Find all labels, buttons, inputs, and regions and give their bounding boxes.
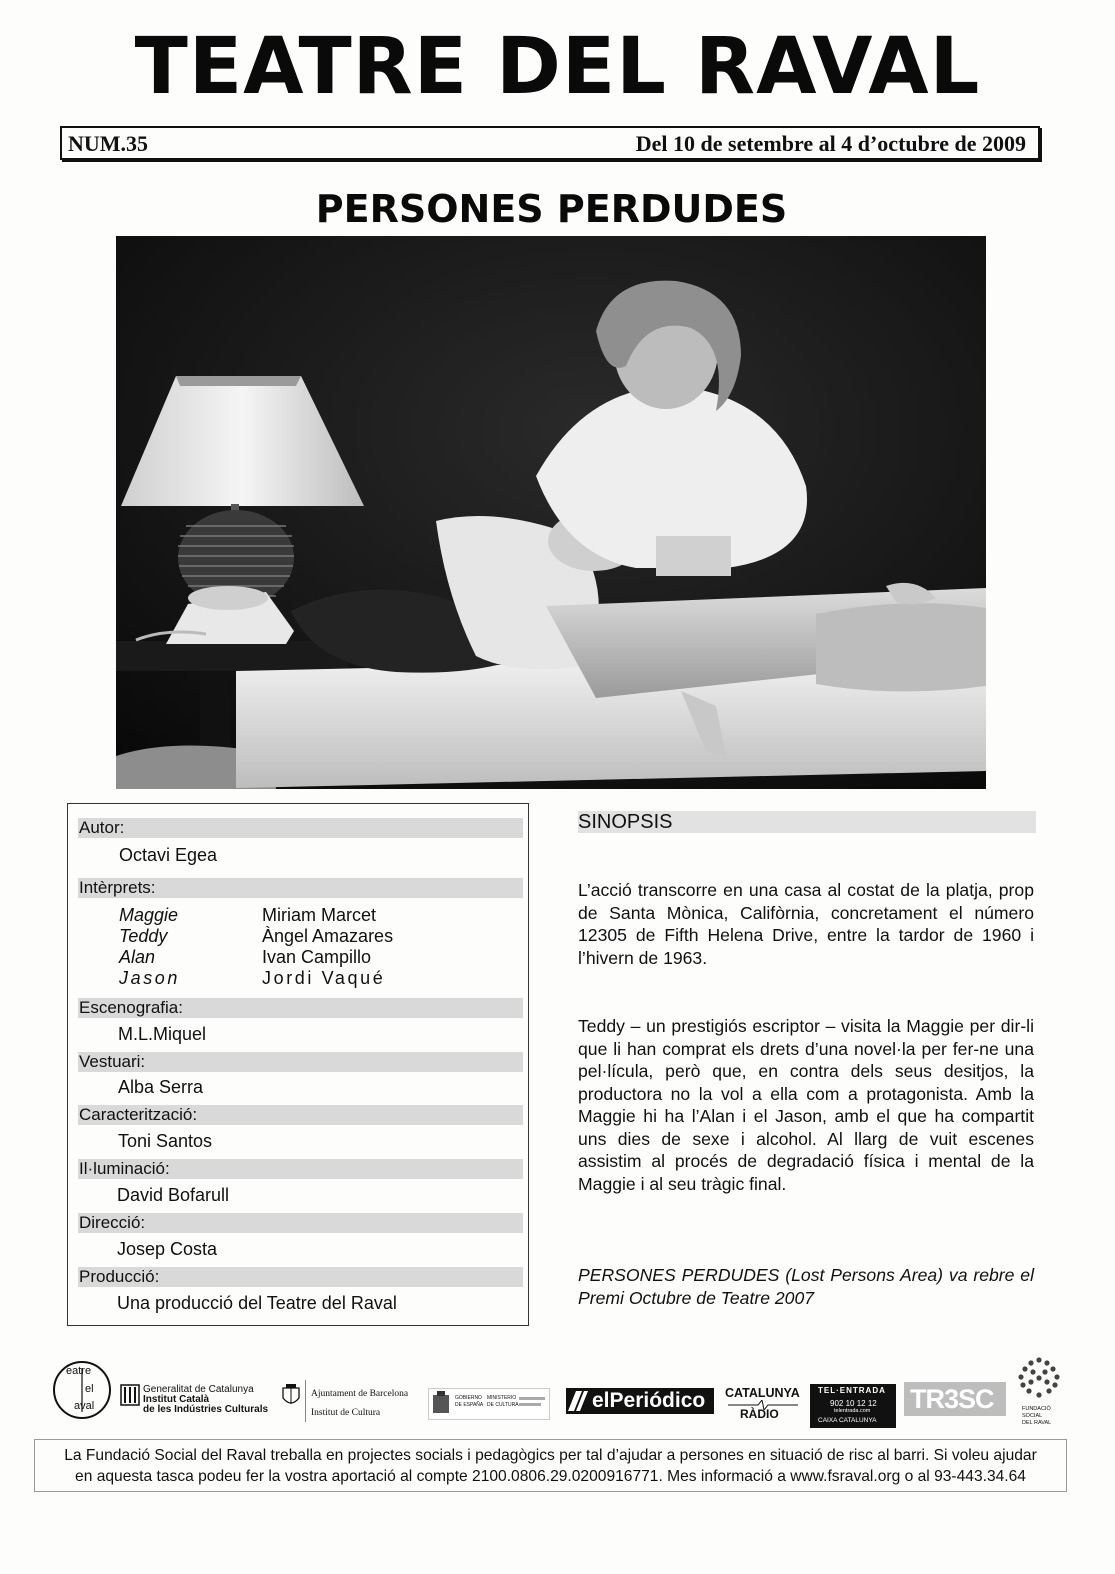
author-value: Octavi Egea (119, 845, 218, 865)
generalitat-logo: Generalitat de Catalunya Institut Català de les Indústries Culturals (120, 1384, 280, 1420)
cast-label: Intèrprets: (78, 878, 523, 898)
costume-label: Vestuari: (78, 1052, 523, 1072)
cast-actor: Ivan Campillo (262, 947, 372, 967)
author-label: Autor: (78, 818, 523, 838)
fundraising-footer (34, 1439, 1067, 1492)
lighting-label: Il·luminació: (78, 1159, 523, 1179)
el-periodico-logo: elPeriódico (566, 1388, 714, 1414)
production-value: Una producció del Teatre del Raval (117, 1293, 397, 1313)
makeup-value: Toni Santos (118, 1131, 213, 1151)
costume-value: Alba Serra (118, 1077, 204, 1097)
synopsis-paragraph: L’acció transcorre en una casa al costat de la platja, prop de Santa Mònica, Califòrnia, concretament el número 12305 de Fifth Helena Drive, entre la tardor de 1960 i l’hivern de 1963. (578, 880, 1034, 968)
ajuntament-logo: Ajuntament de Barcelona Institut de Cultura (280, 1380, 420, 1422)
cast-actor: Àngel Amazares (262, 926, 394, 946)
masthead-title: TEATRE DEL RAVAL (134, 22, 981, 112)
cast-role: Maggie (119, 905, 179, 925)
set-design-label: Escenografia: (78, 998, 523, 1018)
cast-role: Alan (119, 947, 156, 967)
tresc-logo: TR3SC (904, 1382, 1006, 1416)
cast-role: Jason (119, 968, 181, 988)
footer-line: La Fundació Social del Raval treballa en projectes socials i pedagògics per tal d’ajudar a persones en situació de risc al barri. Si voleu ajudar (64, 1447, 1037, 1464)
issue-dates: Del 10 de setembre al 4 d’octubre de 2009 (635, 131, 1026, 156)
catalunya-radio-logo: CATALUNYA RÀDIO (725, 1386, 800, 1421)
production-label: Producció: (78, 1267, 523, 1287)
issue-number: NUM.35 (68, 131, 149, 156)
direction-value: Josep Costa (117, 1239, 218, 1259)
production-photo (116, 236, 986, 789)
footer-line: en aquesta tasca podeu fer la vostra aportació al compte 2100.0806.29.0200916771. Mes informació a www.fsraval.org o al 93-443.34.64 (75, 1468, 1026, 1485)
telentrada-logo: TEL·ENTRADA 902 10 12 12 telentrada.com CAIXA CATALUNYA (810, 1384, 896, 1428)
set-design-value: M.L.Miquel (118, 1024, 207, 1044)
play-title: PERSONES PERDUDES (315, 187, 788, 231)
sponsor-logos (0, 1352, 1115, 1432)
award-note: PERSONES PERDUDES (Lost Persons Area) va rebre el Premi Octubre de Teatre 2007 (578, 1265, 1034, 1308)
synopsis-heading: SINOPSIS (578, 811, 1036, 833)
gobierno-logo: GOBIERNO DE ESPAÑA MINISTERIO DE CULTURA (428, 1388, 550, 1420)
lighting-value: David Bofarull (117, 1185, 230, 1205)
teatre-raval-logo: eatre el aval (52, 1360, 112, 1420)
cast-role: Teddy (119, 926, 168, 946)
direction-label: Direcció: (78, 1213, 523, 1233)
issue-bar (60, 126, 1040, 160)
makeup-label: Caracterització: (78, 1105, 523, 1125)
cast-actor: Miriam Marcet (262, 905, 377, 925)
synopsis-paragraph: Teddy – un prestigiós escriptor – visita la Maggie per dir-li que li han comprat els drets d’una novel·la per fer-ne una pel·lícula, però que, en contra dels seus desitjos, la productora no la vol a ella com a protagonista. Amb la Maggie hi ha l’Alan i el Jason, amb el que ha compartit uns dies de sexe i alcohol. Al llarg de vuit escenes assistim al procés de degradació física i mental de la Maggie i al seu tràgic final. (578, 1016, 1034, 1194)
cast-actor: Jordi Vaqué (262, 968, 386, 988)
fundacio-social-raval-logo: FUNDACIÓ SOCIAL DEL RAVAL (1016, 1356, 1062, 1430)
